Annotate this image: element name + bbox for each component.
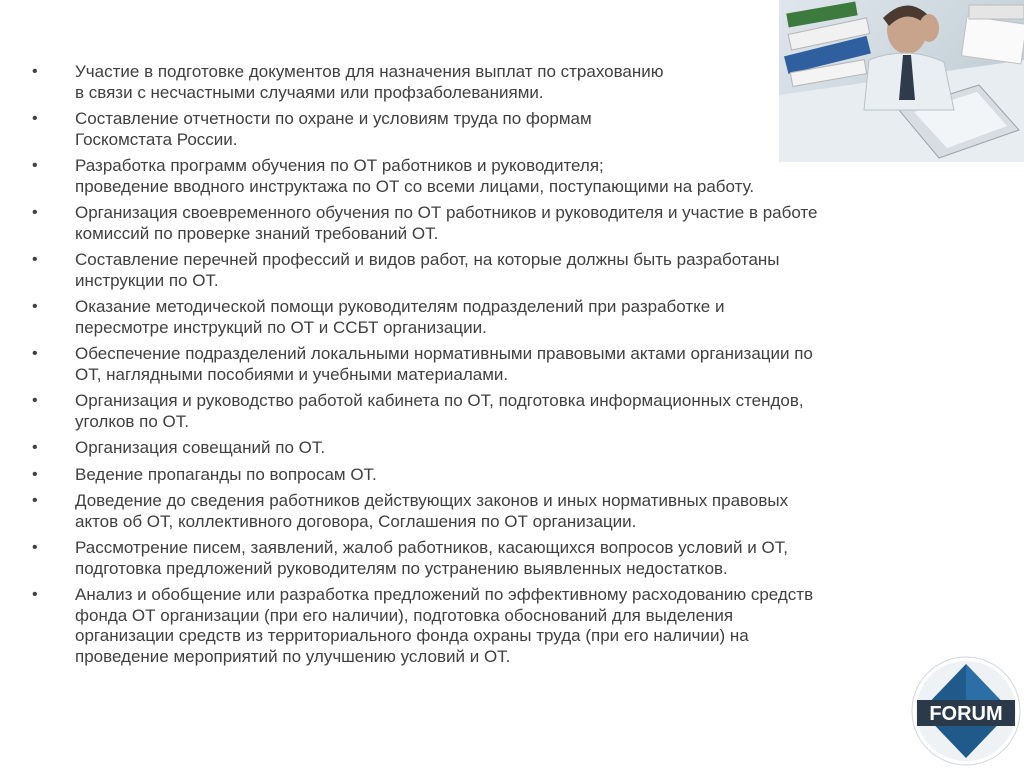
bullet-line: Обеспечение подразделений локальными нормативными правовыми актами организации по <box>75 344 813 363</box>
bullet-item <box>32 156 932 197</box>
bullet-marker: • <box>32 465 38 483</box>
bullet-line: подготовка предложений руководителям по устранению выявленных недостатков. <box>75 558 728 578</box>
bullet-line: Рассмотрение писем, заявлений, жалоб работников, касающихся вопросов условий и ОТ, <box>75 538 788 557</box>
office-worker-photo <box>779 0 1024 162</box>
bullet-line: Анализ и обобщение или разработка предложений по эффективному расходованию средств <box>75 585 814 604</box>
bullet-line: комиссий по проверке знаний требований ОТ. <box>75 223 439 243</box>
bullet-item <box>32 538 932 579</box>
bullet-marker: • <box>32 110 38 127</box>
bullet-marker: • <box>32 157 38 174</box>
bullet-item <box>32 438 932 459</box>
bullet-marker: • <box>32 586 38 603</box>
bullet-line: Госкомстата России. <box>75 129 238 149</box>
bullet-line: проведение мероприятий по улучшению условий и ОТ. <box>75 646 511 666</box>
bullet-line: в связи с несчастными случаями или профзаболеваниями. <box>75 82 544 102</box>
bullet-line: Разработка программ обучения по ОТ работников и руководителя; <box>75 156 604 175</box>
bullet-item <box>32 391 932 432</box>
bullet-item <box>32 203 932 244</box>
bullet-line: Организация и руководство работой кабинета по ОТ, подготовка информационных стендов, <box>75 391 804 410</box>
bullet-line: фонда ОТ организации (при его наличии), подготовка обоснований для выделения <box>75 605 734 625</box>
bullet-line: Ведение пропаганды по вопросам ОТ. <box>75 464 377 484</box>
forum-logo-text: FORUM <box>929 703 1003 725</box>
bullet-marker: • <box>32 63 38 80</box>
bullet-marker: • <box>32 345 38 362</box>
bullet-line: ОТ, наглядными пособиями и учебными материалами. <box>75 364 509 384</box>
bullet-marker: • <box>32 539 38 556</box>
bullet-marker: • <box>32 298 38 315</box>
bullet-item <box>32 250 932 291</box>
bullet-line: Доведение до сведения работников действующих законов и иных нормативных правовых <box>75 491 789 510</box>
bullet-item <box>32 491 932 532</box>
bullet-line: Составление отчетности по охране и условиям труда по формам <box>75 109 592 128</box>
bullet-line: инструкции по ОТ. <box>75 270 219 290</box>
bullet-line: пересмотре инструкций по ОТ и ССБТ организации. <box>75 317 487 337</box>
bullet-line: Участие в подготовке документов для назначения выплат по страхованию <box>75 62 664 81</box>
bullet-line: Составление перечней профессий и видов работ, на которые должны быть разработаны <box>75 250 780 269</box>
bullet-marker: • <box>32 439 38 456</box>
bullet-marker: • <box>32 251 38 268</box>
forum-logo <box>911 656 1021 766</box>
bullet-line: актов об ОТ, коллективного договора, Соглашения по ОТ организации. <box>75 511 637 531</box>
bullet-marker: • <box>32 492 38 509</box>
bullet-item <box>32 297 932 338</box>
bullet-item <box>32 465 932 486</box>
bullet-marker: • <box>32 204 38 221</box>
bullet-line: Оказание методической помощи руководителям подразделений при разработке и <box>75 297 725 316</box>
bullet-item <box>32 585 932 667</box>
bullet-line: Организация совещаний по ОТ. <box>75 438 326 457</box>
bullet-line: Организация своевременного обучения по ОТ работников и руководителя и участие в работе <box>75 203 818 222</box>
bullet-item <box>32 344 932 385</box>
bullet-line: проведение вводного инструктажа по ОТ со всеми лицами, поступающими на работу. <box>75 176 755 196</box>
bullet-line: организации средств из территориального фонда охраны труда (при его наличии) на <box>75 626 749 645</box>
bullet-line: уголков по ОТ. <box>75 411 189 431</box>
bullet-marker: • <box>32 392 38 409</box>
